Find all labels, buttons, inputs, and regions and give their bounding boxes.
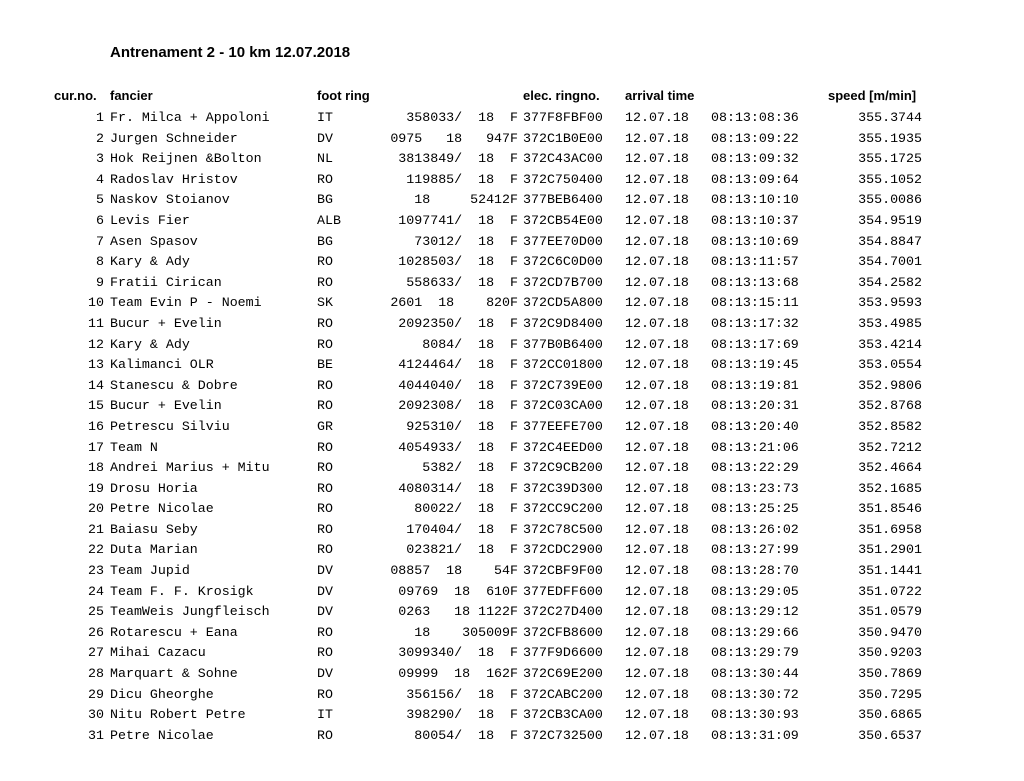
cell-arrival-time: 08:13:22:29: [711, 460, 799, 476]
cell-speed: 350.7869: [858, 666, 922, 682]
cell-fancier: Bucur + Evelin: [110, 398, 222, 414]
table-row: [0, 170, 1024, 191]
cell-elec-ringno: 372CC01800: [523, 357, 603, 373]
cell-cur-no: 20: [88, 501, 104, 517]
cell-country: ALB: [317, 212, 341, 228]
cell-cur-no: 26: [88, 624, 104, 640]
cell-country: BG: [317, 192, 333, 208]
cell-arrival-date: 12.07.18: [625, 171, 689, 187]
cell-elec-ringno: 372C27D400: [523, 604, 603, 620]
cell-arrival-time: 08:13:13:68: [711, 274, 799, 290]
table-row: [0, 149, 1024, 170]
cell-arrival-date: 12.07.18: [625, 130, 689, 146]
cell-speed: 354.2582: [858, 274, 922, 290]
cell-arrival-time: 08:13:30:93: [711, 707, 799, 723]
cell-fancier: Jurgen Schneider: [110, 130, 238, 146]
cell-elec-ringno: 372CC9C200: [523, 501, 603, 517]
cell-fancier: Fratii Cirican: [110, 274, 222, 290]
cell-arrival-time: 08:13:17:69: [711, 336, 799, 352]
table-row: [0, 520, 1024, 541]
cell-fancier: Petre Nicolae: [110, 727, 214, 743]
table-row: [0, 273, 1024, 294]
cell-fancier: Marquart & Sohne: [110, 666, 238, 682]
header-speed: speed [m/min]: [828, 88, 917, 103]
cell-elec-ringno: 372CBF9F00: [523, 563, 603, 579]
cell-foot-ring: 08857 18 54F: [390, 563, 518, 579]
cell-foot-ring: 2092308/ 18 F: [398, 398, 518, 414]
cell-cur-no: 14: [88, 377, 104, 393]
table-row: [0, 335, 1024, 356]
cell-arrival-time: 08:13:10:37: [711, 212, 799, 228]
cell-arrival-date: 12.07.18: [625, 110, 689, 125]
cell-arrival-date: 12.07.18: [625, 686, 689, 702]
cell-foot-ring: 3099340/ 18 F: [398, 645, 518, 661]
cell-speed: 351.8546: [858, 501, 922, 517]
table-row: [0, 129, 1024, 150]
cell-arrival-time: 08:13:19:81: [711, 377, 799, 393]
cell-foot-ring: 1028503/ 18 F: [398, 254, 518, 270]
table-row: [0, 211, 1024, 232]
cell-fancier: Levis Fier: [110, 212, 190, 228]
cell-country: RO: [317, 521, 333, 537]
header-elec-ringno: elec. ringno.: [523, 88, 600, 103]
cell-foot-ring: 2092350/ 18 F: [398, 315, 518, 331]
page-title: Antrenament 2 - 10 km 12.07.2018: [110, 44, 351, 61]
cell-elec-ringno: 372C1B0E00: [523, 130, 603, 146]
cell-elec-ringno: 372C9CB200: [523, 460, 603, 476]
cell-foot-ring: 358033/ 18 F: [406, 110, 518, 125]
cell-fancier: Petrescu Silviu: [110, 418, 230, 434]
cell-fancier: Team Evin P - Noemi: [110, 295, 262, 311]
cell-speed: 351.2901: [858, 542, 922, 558]
table-row: [0, 582, 1024, 603]
header-foot-ring: foot ring: [317, 88, 370, 103]
cell-country: IT: [317, 110, 333, 125]
cell-speed: 354.9519: [858, 212, 922, 228]
cell-cur-no: 30: [88, 707, 104, 723]
cell-fancier: Team F. F. Krosigk: [110, 583, 254, 599]
cell-country: RO: [317, 315, 333, 331]
table-row: [0, 458, 1024, 479]
cell-country: RO: [317, 645, 333, 661]
table-row: [0, 376, 1024, 397]
cell-cur-no: 4: [96, 171, 104, 187]
cell-foot-ring: 5382/ 18 F: [422, 460, 518, 476]
cell-speed: 350.7295: [858, 686, 922, 702]
cell-arrival-time: 08:13:27:99: [711, 542, 799, 558]
cell-cur-no: 19: [88, 480, 104, 496]
cell-country: RO: [317, 686, 333, 702]
cell-arrival-date: 12.07.18: [625, 315, 689, 331]
table-row: [0, 417, 1024, 438]
cell-arrival-time: 08:13:08:36: [711, 110, 799, 125]
table-row: [0, 705, 1024, 726]
cell-foot-ring: 09999 18 162F: [398, 666, 518, 682]
table-row: [0, 685, 1024, 706]
table-row: [0, 396, 1024, 417]
cell-arrival-time: 08:13:09:22: [711, 130, 799, 146]
cell-arrival-date: 12.07.18: [625, 480, 689, 496]
table-row: [0, 314, 1024, 335]
cell-cur-no: 17: [88, 439, 104, 455]
cell-cur-no: 31: [88, 727, 104, 743]
cell-arrival-time: 08:13:25:25: [711, 501, 799, 517]
cell-country: BE: [317, 357, 333, 373]
cell-foot-ring: 0975 18 947F: [390, 130, 518, 146]
cell-speed: 352.8768: [858, 398, 922, 414]
cell-arrival-time: 08:13:29:79: [711, 645, 799, 661]
cell-speed: 353.9593: [858, 295, 922, 311]
cell-elec-ringno: 372C03CA00: [523, 398, 603, 414]
cell-fancier: Team Jupid: [110, 563, 190, 579]
cell-fancier: Mihai Cazacu: [110, 645, 206, 661]
cell-elec-ringno: 372C69E200: [523, 666, 603, 682]
cell-speed: 351.6958: [858, 521, 922, 537]
results-table: [0, 108, 1024, 746]
cell-arrival-date: 12.07.18: [625, 192, 689, 208]
cell-cur-no: 21: [88, 521, 104, 537]
cell-arrival-time: 08:13:11:57: [711, 254, 799, 270]
cell-foot-ring: 023821/ 18 F: [406, 542, 518, 558]
header-cur-no: cur.no.: [54, 88, 97, 103]
cell-arrival-date: 12.07.18: [625, 707, 689, 723]
cell-arrival-date: 12.07.18: [625, 624, 689, 640]
cell-country: GR: [317, 418, 333, 434]
cell-elec-ringno: 377EE70D00: [523, 233, 603, 249]
cell-arrival-time: 08:13:29:05: [711, 583, 799, 599]
table-row: [0, 726, 1024, 747]
table-row: [0, 602, 1024, 623]
cell-speed: 352.9806: [858, 377, 922, 393]
table-row: [0, 664, 1024, 685]
cell-arrival-time: 08:13:31:09: [711, 727, 799, 743]
table-row: [0, 623, 1024, 644]
cell-arrival-date: 12.07.18: [625, 645, 689, 661]
cell-country: BG: [317, 233, 333, 249]
table-row: [0, 643, 1024, 664]
cell-arrival-date: 12.07.18: [625, 377, 689, 393]
cell-arrival-time: 08:13:20:40: [711, 418, 799, 434]
cell-fancier: Drosu Horia: [110, 480, 198, 496]
cell-fancier: Hok Reijnen &Bolton: [110, 151, 262, 167]
cell-country: DV: [317, 583, 333, 599]
cell-fancier: Radoslav Hristov: [110, 171, 238, 187]
cell-country: IT: [317, 707, 333, 723]
cell-cur-no: 1: [96, 110, 104, 125]
cell-fancier: Andrei Marius + Mitu: [110, 460, 270, 476]
cell-arrival-time: 08:13:29:12: [711, 604, 799, 620]
table-row: [0, 252, 1024, 273]
cell-arrival-time: 08:13:21:06: [711, 439, 799, 455]
cell-foot-ring: 2601 18 820F: [390, 295, 518, 311]
cell-speed: 350.6865: [858, 707, 922, 723]
cell-arrival-date: 12.07.18: [625, 418, 689, 434]
cell-arrival-date: 12.07.18: [625, 563, 689, 579]
cell-speed: 355.1052: [858, 171, 922, 187]
cell-fancier: Fr. Milca + Appoloni: [110, 110, 270, 125]
table-row: [0, 561, 1024, 582]
cell-cur-no: 10: [88, 295, 104, 311]
cell-arrival-date: 12.07.18: [625, 727, 689, 743]
cell-arrival-time: 08:13:23:73: [711, 480, 799, 496]
cell-arrival-date: 12.07.18: [625, 521, 689, 537]
cell-cur-no: 24: [88, 583, 104, 599]
cell-fancier: Petre Nicolae: [110, 501, 214, 517]
cell-cur-no: 3: [96, 151, 104, 167]
cell-arrival-date: 12.07.18: [625, 233, 689, 249]
cell-foot-ring: 80022/ 18 F: [414, 501, 518, 517]
cell-arrival-time: 08:13:19:45: [711, 357, 799, 373]
cell-arrival-time: 08:13:10:69: [711, 233, 799, 249]
cell-country: RO: [317, 377, 333, 393]
cell-speed: 353.4985: [858, 315, 922, 331]
cell-fancier: Nitu Robert Petre: [110, 707, 246, 723]
cell-cur-no: 13: [88, 357, 104, 373]
cell-speed: 351.1441: [858, 563, 922, 579]
cell-fancier: Asen Spasov: [110, 233, 198, 249]
cell-speed: 354.8847: [858, 233, 922, 249]
cell-fancier: Duta Marian: [110, 542, 198, 558]
cell-fancier: Naskov Stoianov: [110, 192, 230, 208]
cell-speed: 353.4214: [858, 336, 922, 352]
cell-arrival-time: 08:13:09:64: [711, 171, 799, 187]
cell-elec-ringno: 372C39D300: [523, 480, 603, 496]
cell-foot-ring: 4124464/ 18 F: [398, 357, 518, 373]
cell-elec-ringno: 372C739E00: [523, 377, 603, 393]
cell-elec-ringno: 377BEB6400: [523, 192, 603, 208]
cell-arrival-date: 12.07.18: [625, 666, 689, 682]
cell-cur-no: 25: [88, 604, 104, 620]
cell-speed: 350.9470: [858, 624, 922, 640]
cell-arrival-date: 12.07.18: [625, 398, 689, 414]
table-row: [0, 479, 1024, 500]
cell-elec-ringno: 372CB54E00: [523, 212, 603, 228]
cell-foot-ring: 09769 18 610F: [398, 583, 518, 599]
cell-foot-ring: 356156/ 18 F: [406, 686, 518, 702]
table-row: [0, 499, 1024, 520]
cell-elec-ringno: 372C750400: [523, 171, 603, 187]
cell-country: RO: [317, 336, 333, 352]
table-row: [0, 355, 1024, 376]
cell-foot-ring: 1097741/ 18 F: [398, 212, 518, 228]
cell-country: RO: [317, 254, 333, 270]
cell-fancier: Dicu Gheorghe: [110, 686, 214, 702]
cell-foot-ring: 170404/ 18 F: [406, 521, 518, 537]
cell-country: RO: [317, 171, 333, 187]
cell-fancier: Team N: [110, 439, 158, 455]
cell-speed: 353.0554: [858, 357, 922, 373]
cell-elec-ringno: 372CD7B700: [523, 274, 603, 290]
cell-cur-no: 18: [88, 460, 104, 476]
table-row: [0, 232, 1024, 253]
cell-foot-ring: 4044040/ 18 F: [398, 377, 518, 393]
cell-elec-ringno: 372C6C0D00: [523, 254, 603, 270]
cell-speed: 352.8582: [858, 418, 922, 434]
table-row: [0, 190, 1024, 211]
cell-country: RO: [317, 274, 333, 290]
cell-arrival-time: 08:13:30:44: [711, 666, 799, 682]
cell-elec-ringno: 372C43AC00: [523, 151, 603, 167]
cell-arrival-date: 12.07.18: [625, 254, 689, 270]
cell-foot-ring: 18 305009F: [414, 624, 518, 640]
cell-cur-no: 27: [88, 645, 104, 661]
cell-arrival-date: 12.07.18: [625, 336, 689, 352]
cell-arrival-date: 12.07.18: [625, 542, 689, 558]
cell-country: DV: [317, 130, 333, 146]
cell-country: SK: [317, 295, 333, 311]
cell-country: RO: [317, 439, 333, 455]
cell-fancier: Kary & Ady: [110, 336, 190, 352]
cell-arrival-date: 12.07.18: [625, 439, 689, 455]
header-arrival-time: arrival time: [625, 88, 695, 103]
cell-country: RO: [317, 460, 333, 476]
cell-cur-no: 15: [88, 398, 104, 414]
cell-country: NL: [317, 151, 333, 167]
cell-arrival-time: 08:13:15:11: [711, 295, 799, 311]
cell-country: RO: [317, 398, 333, 414]
cell-elec-ringno: 372CB3CA00: [523, 707, 603, 723]
cell-fancier: Kalimanci OLR: [110, 357, 214, 373]
cell-cur-no: 7: [96, 233, 104, 249]
cell-speed: 351.0579: [858, 604, 922, 620]
cell-fancier: Kary & Ady: [110, 254, 190, 270]
cell-elec-ringno: 372CD5A800: [523, 295, 603, 311]
cell-arrival-date: 12.07.18: [625, 274, 689, 290]
cell-cur-no: 23: [88, 563, 104, 579]
cell-foot-ring: 4054933/ 18 F: [398, 439, 518, 455]
cell-speed: 355.1935: [858, 130, 922, 146]
cell-foot-ring: 558633/ 18 F: [406, 274, 518, 290]
cell-arrival-date: 12.07.18: [625, 212, 689, 228]
cell-elec-ringno: 377F9D6600: [523, 645, 603, 661]
cell-arrival-date: 12.07.18: [625, 604, 689, 620]
cell-foot-ring: 0263 18 1122F: [398, 604, 518, 620]
cell-elec-ringno: 372C9D8400: [523, 315, 603, 331]
cell-country: RO: [317, 480, 333, 496]
cell-cur-no: 6: [96, 212, 104, 228]
cell-cur-no: 11: [88, 315, 104, 331]
cell-elec-ringno: 377F8FBF00: [523, 110, 603, 125]
cell-speed: 354.7001: [858, 254, 922, 270]
cell-arrival-date: 12.07.18: [625, 357, 689, 373]
cell-cur-no: 29: [88, 686, 104, 702]
cell-foot-ring: 73012/ 18 F: [414, 233, 518, 249]
cell-arrival-date: 12.07.18: [625, 583, 689, 599]
cell-country: RO: [317, 624, 333, 640]
cell-country: DV: [317, 666, 333, 682]
cell-elec-ringno: 377B0B6400: [523, 336, 603, 352]
cell-elec-ringno: 377EDFF600: [523, 583, 603, 599]
cell-cur-no: 2: [96, 130, 104, 146]
cell-elec-ringno: 377EEFE700: [523, 418, 603, 434]
cell-cur-no: 16: [88, 418, 104, 434]
cell-foot-ring: 925310/ 18 F: [406, 418, 518, 434]
cell-fancier: Rotarescu + Eana: [110, 624, 238, 640]
cell-country: RO: [317, 727, 333, 743]
cell-arrival-date: 12.07.18: [625, 151, 689, 167]
cell-speed: 355.3744: [858, 110, 922, 125]
cell-fancier: TeamWeis Jungfleisch: [110, 604, 270, 620]
cell-arrival-date: 12.07.18: [625, 501, 689, 517]
cell-speed: 355.1725: [858, 151, 922, 167]
cell-country: RO: [317, 542, 333, 558]
cell-fancier: Bucur + Evelin: [110, 315, 222, 331]
cell-arrival-time: 08:13:29:66: [711, 624, 799, 640]
cell-cur-no: 9: [96, 274, 104, 290]
cell-country: RO: [317, 501, 333, 517]
cell-country: DV: [317, 604, 333, 620]
cell-arrival-time: 08:13:20:31: [711, 398, 799, 414]
table-row: [0, 293, 1024, 314]
cell-arrival-time: 08:13:10:10: [711, 192, 799, 208]
cell-speed: 350.6537: [858, 727, 922, 743]
cell-country: DV: [317, 563, 333, 579]
cell-arrival-time: 08:13:30:72: [711, 686, 799, 702]
cell-speed: 350.9203: [858, 645, 922, 661]
cell-cur-no: 8: [96, 254, 104, 270]
cell-speed: 352.7212: [858, 439, 922, 455]
cell-speed: 351.0722: [858, 583, 922, 599]
cell-elec-ringno: 372C732500: [523, 727, 603, 743]
cell-foot-ring: 80054/ 18 F: [414, 727, 518, 743]
cell-elec-ringno: 372C78C500: [523, 521, 603, 537]
table-row: [0, 540, 1024, 561]
cell-arrival-time: 08:13:09:32: [711, 151, 799, 167]
cell-foot-ring: 8084/ 18 F: [422, 336, 518, 352]
cell-foot-ring: 4080314/ 18 F: [398, 480, 518, 496]
cell-fancier: Baiasu Seby: [110, 521, 198, 537]
cell-elec-ringno: 372CDC2900: [523, 542, 603, 558]
cell-foot-ring: 3813849/ 18 F: [398, 151, 518, 167]
cell-foot-ring: 119885/ 18 F: [406, 171, 518, 187]
cell-cur-no: 5: [96, 192, 104, 208]
cell-arrival-time: 08:13:28:70: [711, 563, 799, 579]
cell-fancier: Stanescu & Dobre: [110, 377, 238, 393]
header-fancier: fancier: [110, 88, 153, 103]
cell-elec-ringno: 372C4EED00: [523, 439, 603, 455]
cell-cur-no: 22: [88, 542, 104, 558]
cell-elec-ringno: 372CABC200: [523, 686, 603, 702]
cell-foot-ring: 398290/ 18 F: [406, 707, 518, 723]
cell-speed: 355.0086: [858, 192, 922, 208]
cell-cur-no: 28: [88, 666, 104, 682]
cell-speed: 352.1685: [858, 480, 922, 496]
cell-cur-no: 12: [88, 336, 104, 352]
cell-arrival-date: 12.07.18: [625, 295, 689, 311]
cell-arrival-time: 08:13:17:32: [711, 315, 799, 331]
cell-speed: 352.4664: [858, 460, 922, 476]
cell-arrival-time: 08:13:26:02: [711, 521, 799, 537]
table-row: [0, 108, 1024, 129]
cell-elec-ringno: 372CFB8600: [523, 624, 603, 640]
cell-arrival-date: 12.07.18: [625, 460, 689, 476]
cell-foot-ring: 18 52412F: [414, 192, 518, 208]
table-row: [0, 438, 1024, 459]
